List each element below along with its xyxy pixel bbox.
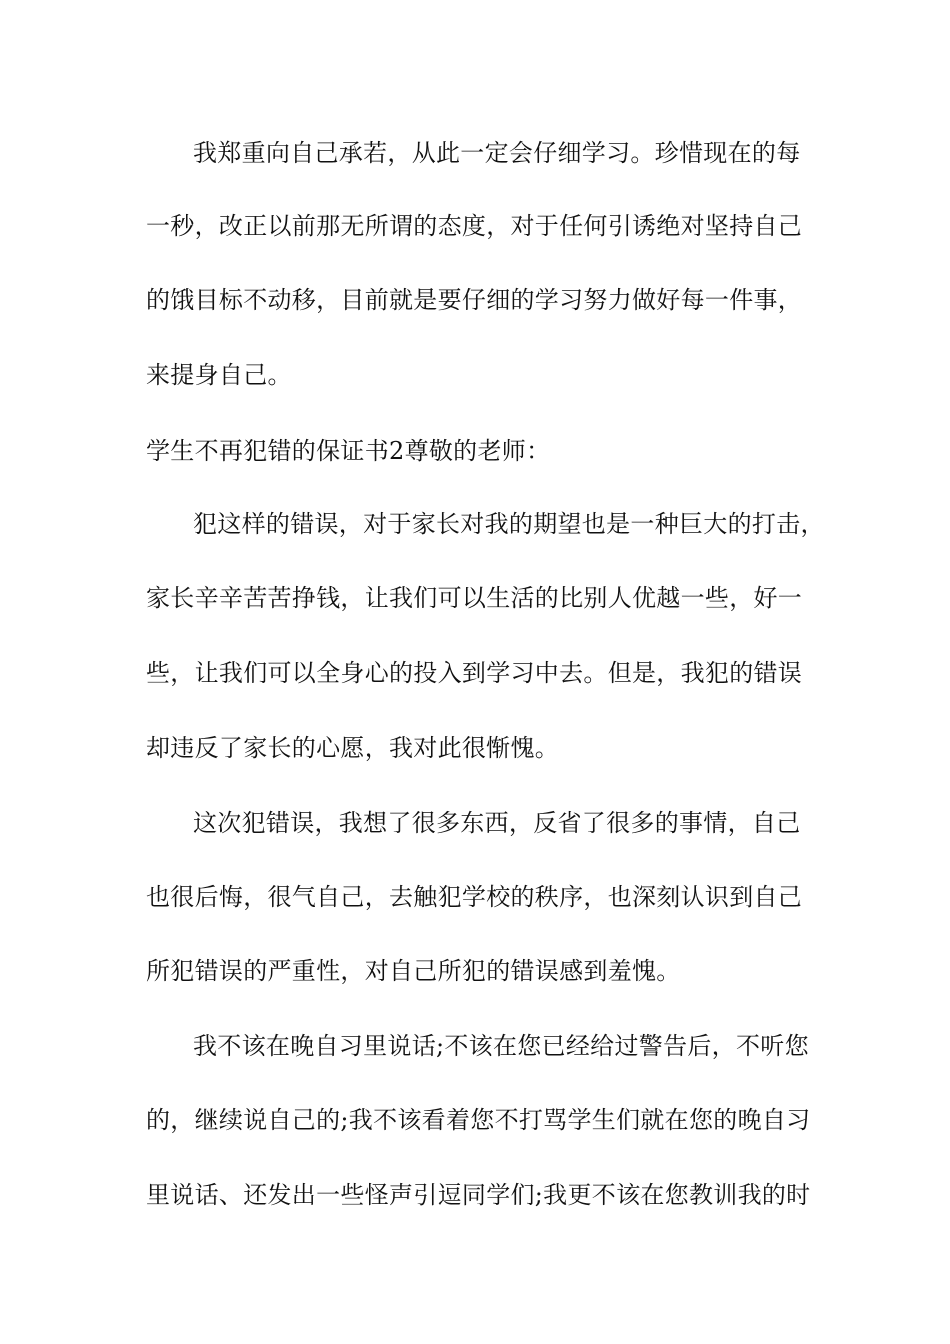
text-line: 所犯错误的严重性，对自己所犯的错误感到羞愧。 bbox=[146, 957, 681, 985]
text-line: 来提身自己。 bbox=[146, 361, 292, 389]
text-line: 的，继续说自己的;我不该看着您不打骂学生们就在您的晚自习 bbox=[146, 1106, 811, 1134]
text-line: 这次犯错误，我想了很多东西，反省了很多的事情，自己 bbox=[193, 809, 801, 837]
text-line: 一秒，改正以前那无所谓的态度，对于任何引诱绝对坚持自己 bbox=[146, 212, 803, 240]
text-line: 里说话、还发出一些怪声引逗同学们;我更不该在您教训我的时 bbox=[146, 1181, 811, 1209]
text-line: 我不该在晚自习里说话;不该在您已经给过警告后，不听您 bbox=[193, 1032, 809, 1060]
text-line: 我郑重向自己承若，从此一定会仔细学习。珍惜现在的每 bbox=[193, 139, 801, 167]
text-line: 却违反了家长的心愿，我对此很惭愧。 bbox=[146, 734, 560, 762]
section-heading: 学生不再犯错的保证书2尊敬的老师： bbox=[146, 437, 551, 465]
text-line: 也很后悔，很气自己，去触犯学校的秩序，也深刻认识到自己 bbox=[146, 883, 803, 911]
text-line: 的饿目标不动移，目前就是要仔细的学习努力做好每一件事， bbox=[146, 286, 803, 314]
text-line: 犯这样的错误，对于家长对我的期望也是一种巨大的打击， bbox=[193, 510, 825, 538]
text-line: 些，让我们可以全身心的投入到学习中去。但是，我犯的错误 bbox=[146, 659, 803, 687]
text-line: 家长辛辛苦苦挣钱，让我们可以生活的比别人优越一些，好一 bbox=[146, 584, 803, 612]
